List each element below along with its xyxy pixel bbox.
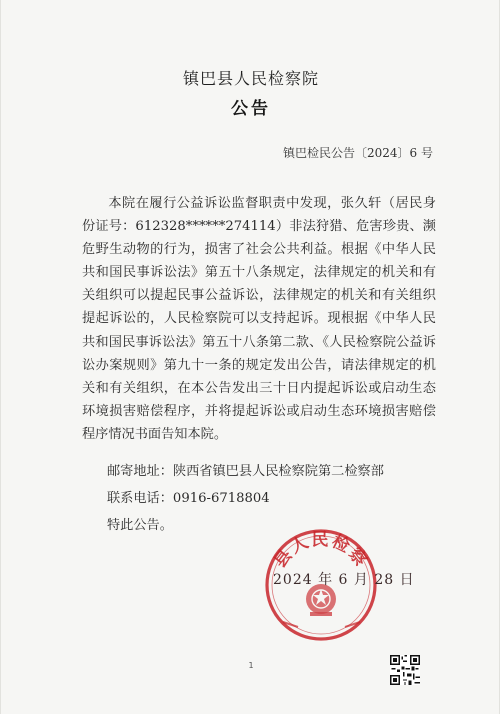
seal-text: 县人民检察 — [270, 530, 372, 572]
contact-phone: 联系电话：0916-6718804 — [107, 491, 270, 506]
mailing-address: 邮寄地址：陕西省镇巴县人民检察院第二检察部 — [107, 464, 384, 479]
document-number: 镇巴检民公告〔2024〕6 号 — [283, 146, 433, 160]
qr-code-icon — [390, 655, 420, 685]
announcement-body: 本院在履行公益诉讼监督职责中发现，张久轩（居民身份证号：612328******274114）非法狩猎、危害珍贵、濒危野生动物的行为，损害了社会公共利益。根据《中华人民共和国民事诉讼法》第五十八条规定，法律规定的机关和有关组织可以提起民事公益诉讼，法律规定的机关和有关组织提起诉讼的，人民检察院可以支持起诉。现根据《中华人民共和国民事诉讼法》第五十八条第二款、《人民检察院公益诉讼办案规则》第九十一条的规定发出公告，请法律规定的机关和有关组织，在本公告发出三十日内提起诉讼或启动生态环境损害赔偿程序，并将提起诉讼或启动生态环境损害赔偿程序情况书面告知本院。 — [82, 196, 436, 442]
page-number: 1 — [248, 661, 254, 670]
closing-line: 特此公告。 — [107, 518, 173, 533]
document-title: 公告 — [231, 99, 271, 119]
issue-date: 2024 年 6 月 28 日 — [273, 572, 415, 588]
svg-text:县人民检察 — [270, 530, 372, 572]
issuing-organization: 镇巴县人民检察院 — [182, 69, 319, 88]
